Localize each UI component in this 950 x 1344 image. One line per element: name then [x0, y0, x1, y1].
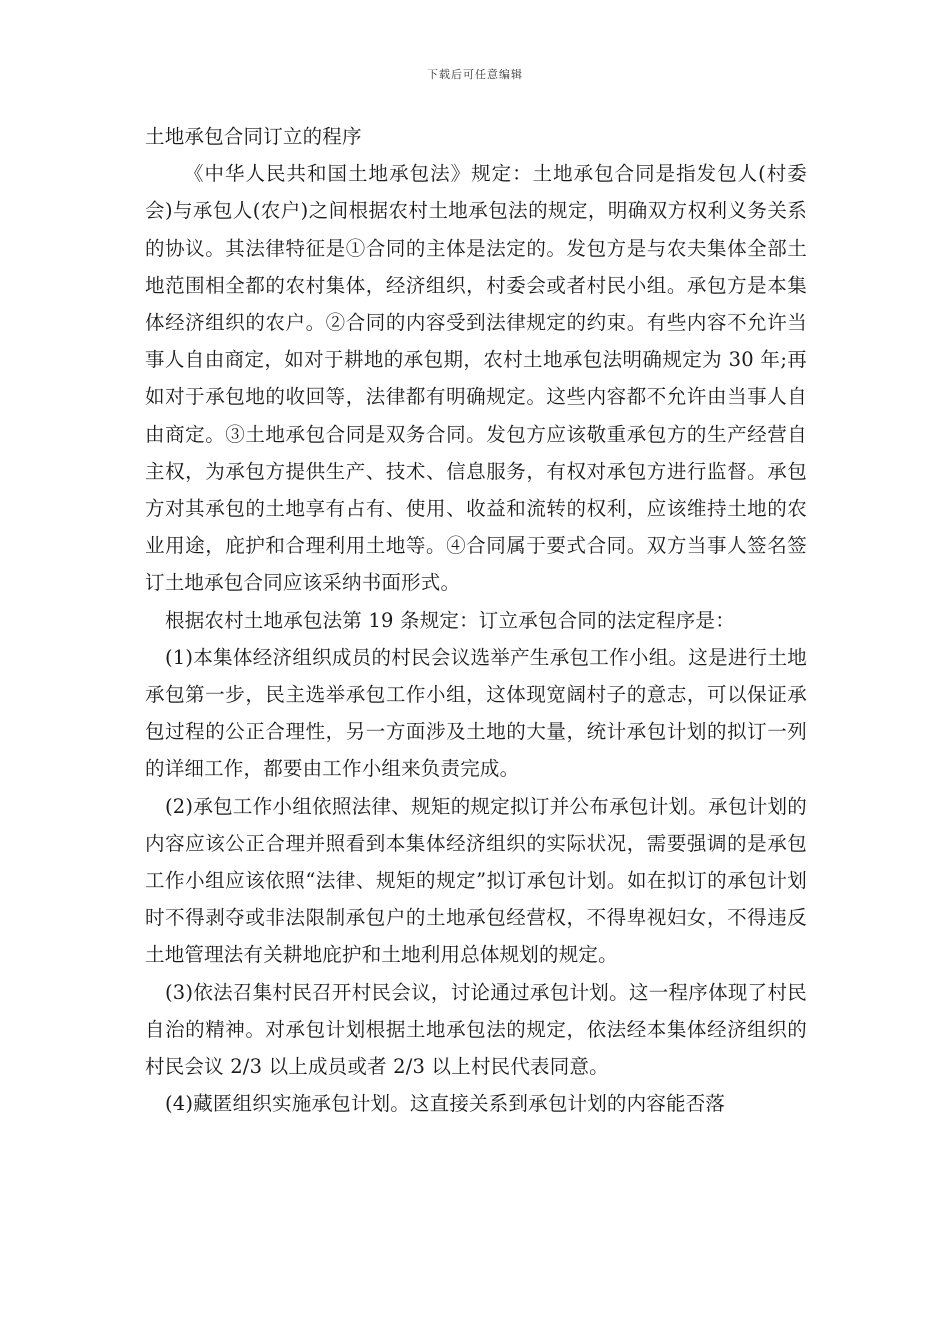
document-body — [145, 118, 807, 1122]
paragraph-procedure-intro: 根据农村土地承包法第 19 条规定：订立承包合同的法定程序是： — [165, 608, 735, 632]
paragraph-step-1: (1)本集体经济组织成员的村民会议选举产生承包工作小组。这是进行土地承包第一步，民主选举承包工作小组，这体现宽阔村子的意志，可以保证承包过程的公正合理性，另一方面涉及土地的大量，统计承包计划的拟订一列的详细工作，都要由工作小组来负责完成。 — [145, 645, 807, 781]
paragraph-step-4: (4)藏匿组织实施承包计划。这直接关系到承包计划的内容能否落 — [165, 1092, 726, 1116]
download-note: 下载后可任意编辑 — [427, 68, 523, 81]
paragraph-step-2: (2)承包工作小组依照法律、规矩的规定拟订并公布承包计划。承包计划的内容应该公正合理并照看到本集体经济组织的实际状况，需要强调的是承包工作小组应该依照“法律、规矩的规定”拟订承包计划。如在拟订的承包计划时不得剥夺或非法限制承包户的土地承包经营权，不得卑视妇女，不得违反土地管理法有关耕地庇护和土地利用总体规划的规定。 — [145, 794, 807, 967]
paragraph-step-3: (3)依法召集村民召开村民会议，讨论通过承包计划。这一程序体现了村民自治的精神。对承包计划根据土地承包法的规定，依法经本集体经济组织的村民会议 2/3 以上成员或者 2/3 以上村民代表同意。 — [145, 980, 807, 1079]
paragraph-definition: 《中华人民共和国土地承包法》规定：土地承包合同是指发包人(村委会)与承包人(农户)之间根据农村土地承包法的规定，明确双方权利义务关系的协议。其法律特征是①合同的主体是法定的。发包方是与农夫集体全部土地范围相全都的农村集体，经济组织，村委会或者村民小组。承包方是本集体经济组织的农户。②合同的内容受到法律规定的约束。有些内容不允许当事人自由商定，如对于耕地的承包期，农村土地承包法明确规定为 30 年;再如对于承包地的收回等，法律都有明确规定。这些内容都不允许由当事人自由商定。③土地承包合同是双务合同。发包方应该敬重承包方的生产经营自主权，为承包方提供生产、技术、信息服务，有权对承包方进行监督。承包方对其承包的土地享有占有、使用、收益和流转的权利，应该维持土地的农业用途，庇护和合理利用土地等。④合同属于要式合同。双方当事人签名签订土地承包合同应该采纳书面形式。 — [145, 162, 807, 595]
document-title: 土地承包合同订立的程序 — [145, 125, 362, 148]
